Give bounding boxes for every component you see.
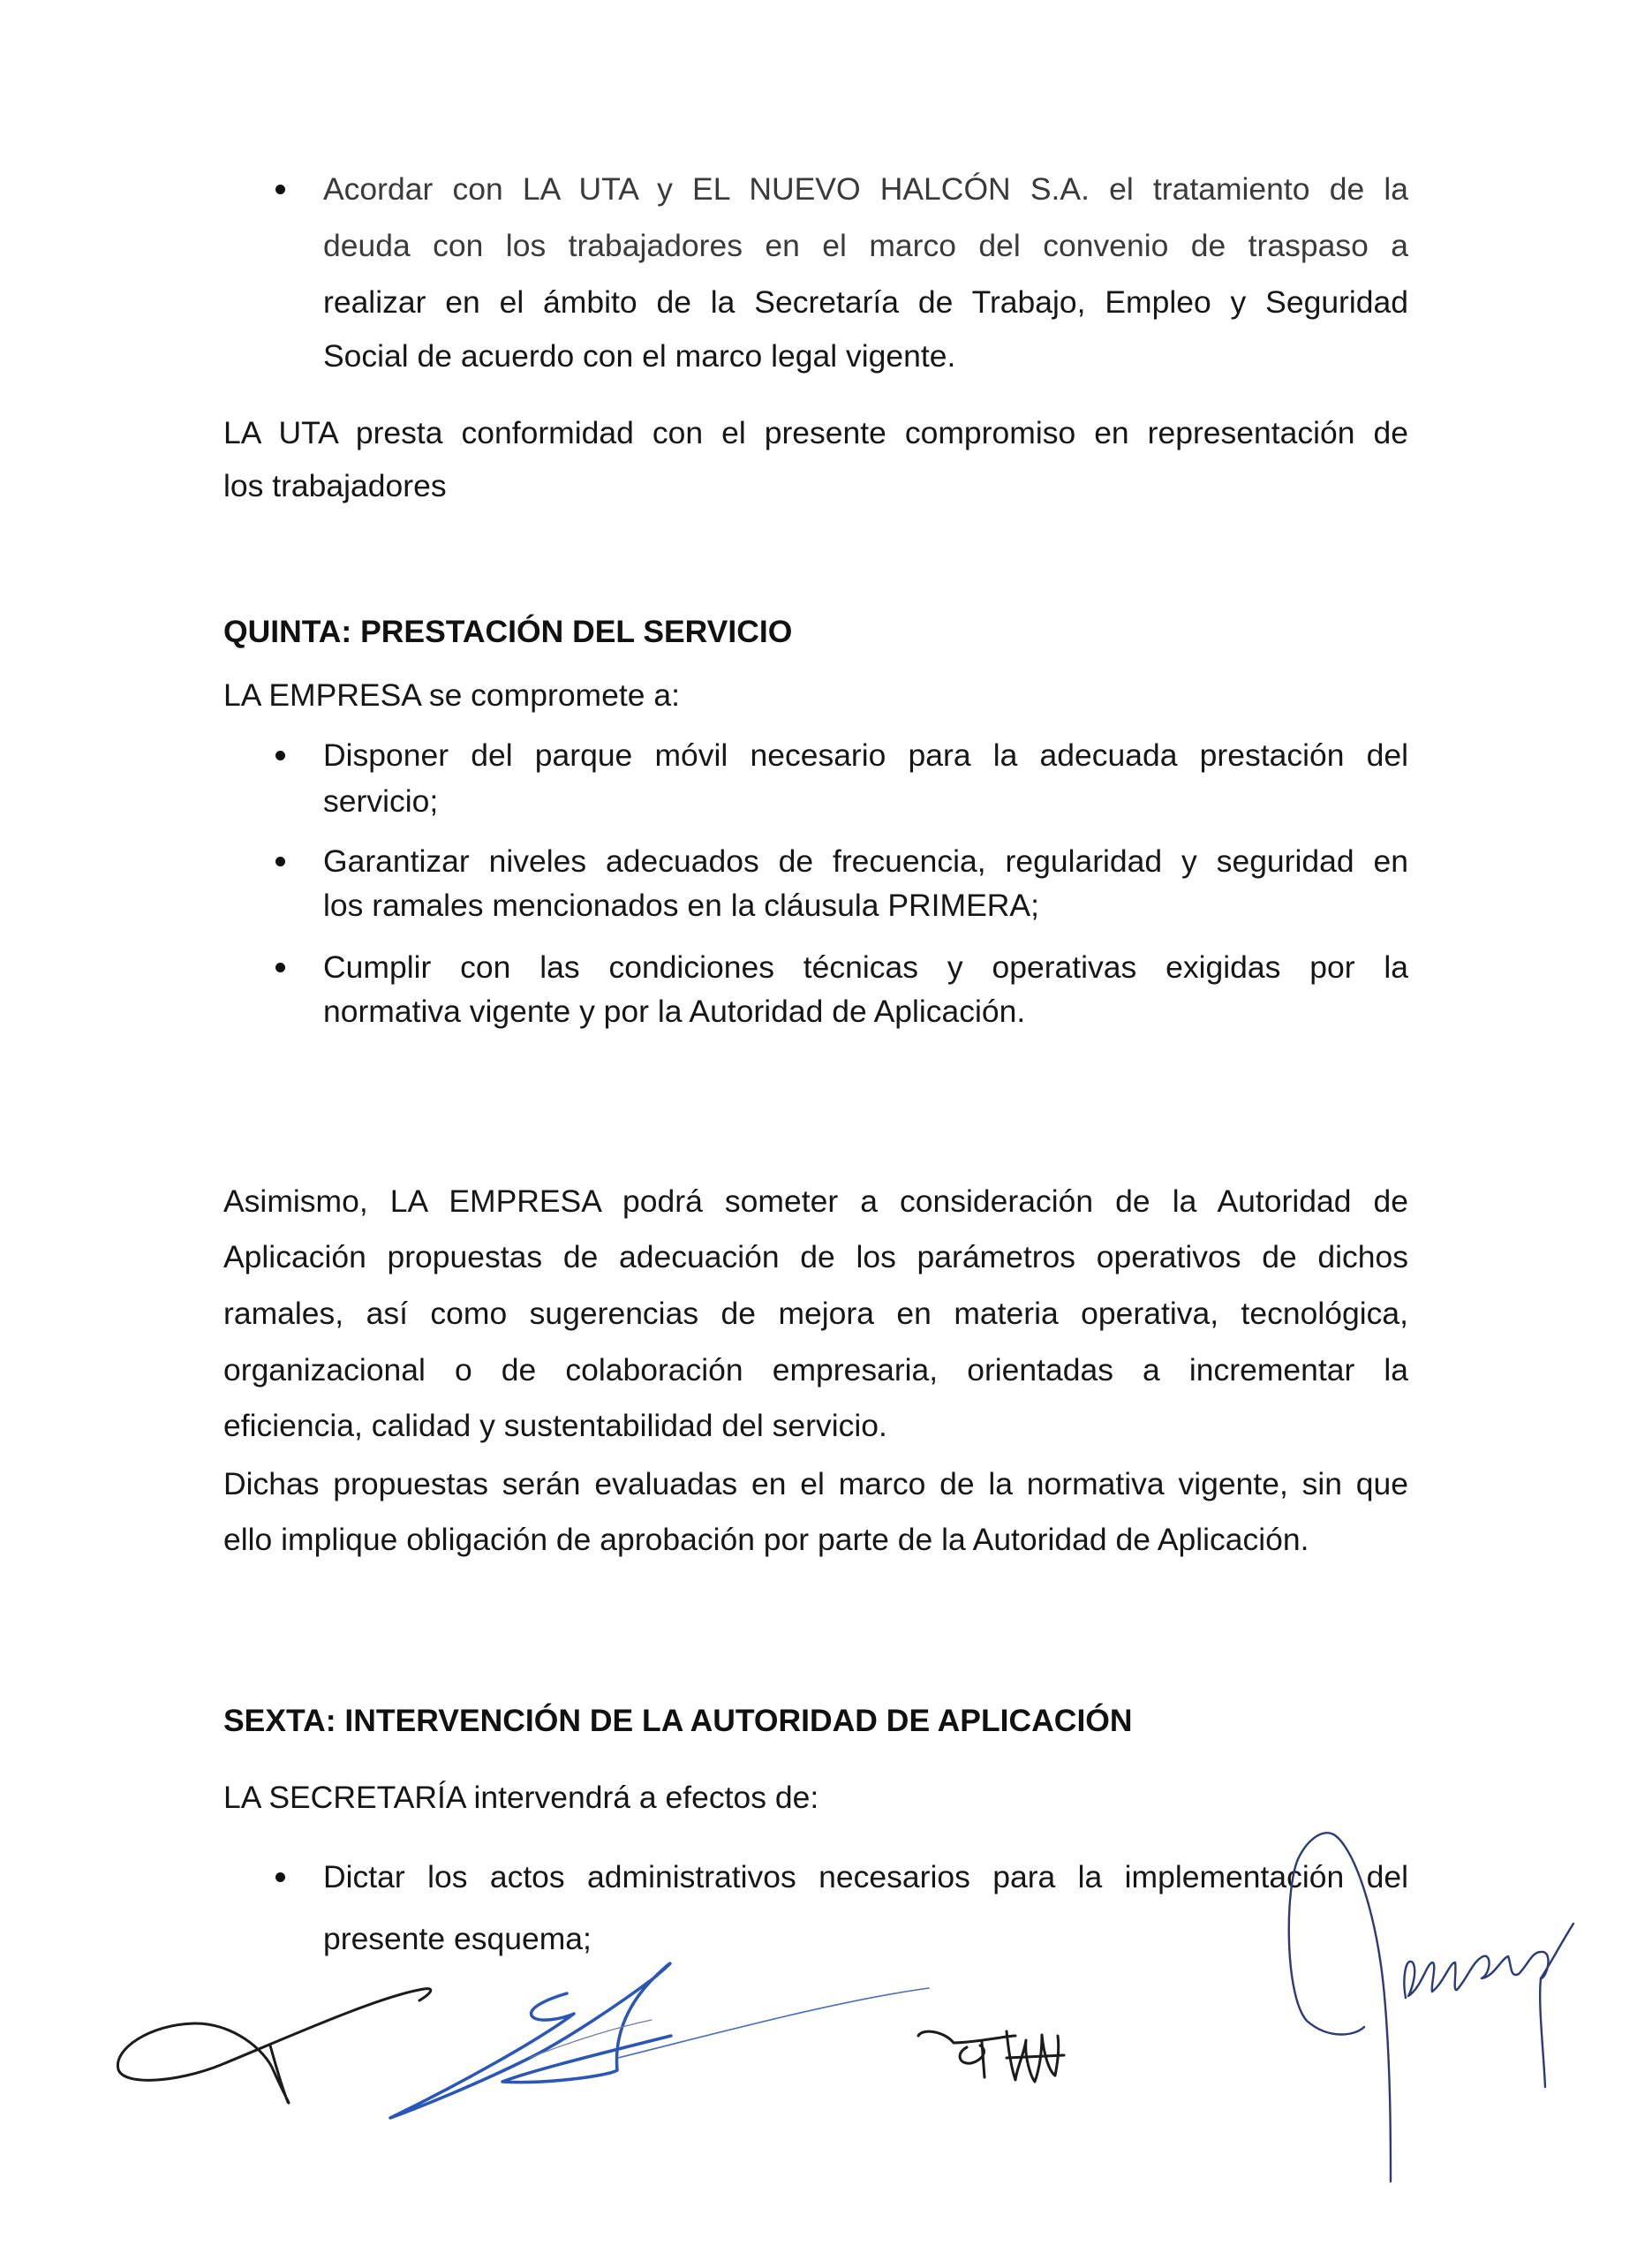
quinta-paragraph-2-line-2: ello implique obligación de aprobación por parte de la Autoridad de Aplicación. bbox=[223, 1522, 1309, 1557]
uta-paragraph-line-1: LA UTA presta conformidad con el presente compromiso en representación de bbox=[223, 415, 1408, 450]
quinta-bullet-2-line-2: los ramales mencionados en la cláusula PRIMERA; bbox=[323, 888, 1039, 923]
intro-bullet-line-2: deuda con los trabajadores en el marco del convenio de traspaso a bbox=[323, 228, 1408, 263]
bullet-icon bbox=[275, 185, 285, 194]
quinta-bullet-3-line-2: normativa vigente y por la Autoridad de Aplicación. bbox=[323, 994, 1026, 1029]
quinta-bullet-1-line-2: servicio; bbox=[323, 783, 439, 819]
quinta-paragraph-2-line-1: Dichas propuestas serán evaluadas en el marco de la normativa vigente, sin que bbox=[223, 1466, 1408, 1501]
bullet-icon bbox=[275, 1872, 285, 1882]
quinta-paragraph-1-line-1: Asimismo, LA EMPRESA podrá someter a consideración de la Autoridad de bbox=[223, 1183, 1408, 1219]
quinta-paragraph-1-line-2: Aplicación propuestas de adecuación de los parámetros operativos de dichos bbox=[223, 1239, 1408, 1274]
quinta-bullet-3-line-1: Cumplir con las condiciones técnicas y operativas exigidas por la bbox=[323, 949, 1408, 985]
sexta-intro: LA SECRETARÍA intervendrá a efectos de: bbox=[223, 1780, 819, 1815]
signature-3-icon bbox=[918, 2031, 1064, 2082]
signature-2-icon bbox=[390, 1963, 929, 2118]
signature-1-icon bbox=[117, 1989, 430, 2103]
section-heading-sexta: SEXTA: INTERVENCIÓN DE LA AUTORIDAD DE APLICACIÓN bbox=[223, 1703, 1133, 1738]
quinta-paragraph-1-line-5: eficiencia, calidad y sustentabilidad del servicio. bbox=[223, 1408, 887, 1443]
section-heading-quinta: QUINTA: PRESTACIÓN DEL SERVICIO bbox=[223, 614, 793, 649]
intro-bullet-line-3: realizar en el ámbito de la Secretaría de Trabajo, Empleo y Seguridad bbox=[323, 284, 1408, 320]
bullet-icon bbox=[275, 751, 285, 760]
sexta-bullet-1-line-1: Dictar los actos administrativos necesarios para la implementación del bbox=[323, 1859, 1408, 1894]
quinta-bullet-2-line-1: Garantizar niveles adecuados de frecuencia, regularidad y seguridad en bbox=[323, 843, 1408, 879]
quinta-bullet-1-line-1: Disponer del parque móvil necesario para la adecuada prestación del bbox=[323, 737, 1408, 773]
intro-bullet-line-1: Acordar con LA UTA y EL NUEVO HALCÓN S.A. el tratamiento de la bbox=[323, 171, 1408, 207]
uta-paragraph-line-2: los trabajadores bbox=[223, 468, 447, 503]
intro-bullet-line-4: Social de acuerdo con el marco legal vigente. bbox=[323, 338, 956, 374]
sexta-bullet-1-line-2: presente esquema; bbox=[323, 1921, 592, 1956]
quinta-intro: LA EMPRESA se compromete a: bbox=[223, 677, 680, 713]
bullet-icon bbox=[275, 857, 285, 866]
bullet-icon bbox=[275, 963, 285, 972]
quinta-paragraph-1-line-3: ramales, así como sugerencias de mejora en materia operativa, tecnológica, bbox=[223, 1296, 1408, 1331]
quinta-paragraph-1-line-4: organizacional o de colaboración empresaria, orientadas a incrementar la bbox=[223, 1352, 1408, 1388]
